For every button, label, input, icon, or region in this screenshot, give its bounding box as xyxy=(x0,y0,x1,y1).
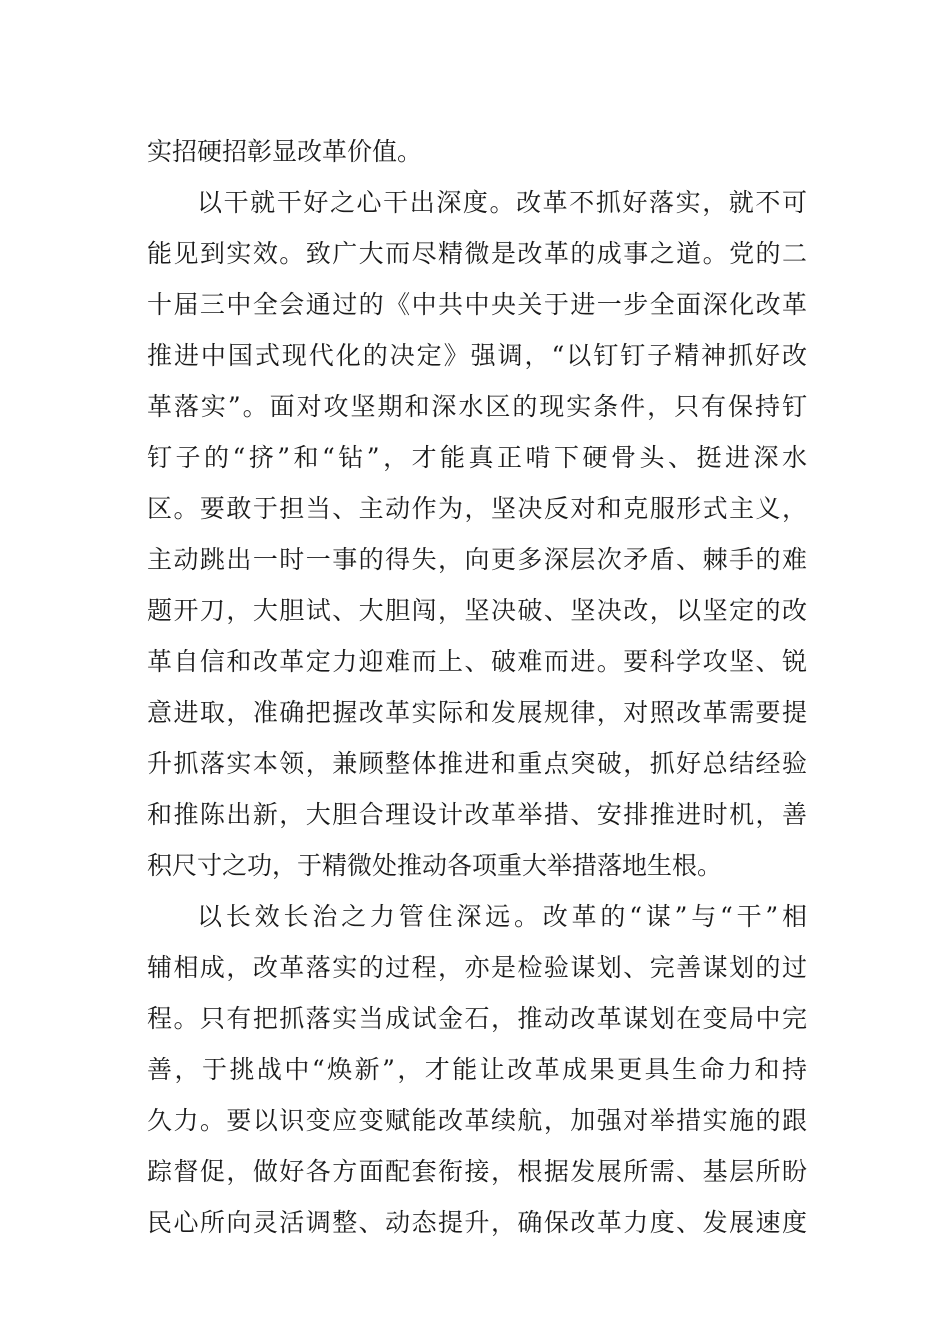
text-line: 十届三中全会通过的《中共中央关于进一步全面深化改革 xyxy=(147,290,807,319)
text-line: 升抓落实本领，兼顾整体推进和重点突破，抓好总结经验 xyxy=(147,749,807,778)
text-line: 久力。要以识变应变赋能改革续航，加强对举措实施的跟 xyxy=(147,1106,807,1135)
text-line: 钉子的“挤”和“钻”，才能真正啃下硬骨头、挺进深水 xyxy=(147,443,807,472)
paragraph-first-line: 以长效长治之力管住深远。改革的“谋”与“干”相 xyxy=(197,902,807,931)
text-line: 推进中国式现代化的决定》强调，“以钉钉子精神抓好改 xyxy=(147,341,807,370)
text-line: 善，于挑战中“焕新”，才能让改革成果更具生命力和持 xyxy=(147,1055,807,1084)
text-line: 程。只有把抓落实当成试金石，推动改革谋划在变局中完 xyxy=(147,1004,807,1033)
text-line: 革自信和改革定力迎难而上、破难而进。要科学攻坚、锐 xyxy=(147,647,807,676)
text-line: 区。要敢于担当、主动作为，坚决反对和克服形式主义， xyxy=(147,494,807,523)
text-line: 实招硬招彰显改革价值。 xyxy=(147,137,423,166)
text-line: 踪督促，做好各方面配套衔接，根据发展所需、基层所盼 xyxy=(147,1157,807,1186)
text-line: 意进取，准确把握改革实际和发展规律，对照改革需要提 xyxy=(147,698,807,727)
text-line: 辅相成，改革落实的过程，亦是检验谋划、完善谋划的过 xyxy=(147,953,807,982)
text-line: 题开刀，大胆试、大胆闯，坚决破、坚决改，以坚定的改 xyxy=(147,596,807,625)
text-line: 和推陈出新，大胆合理设计改革举措、安排推进时机，善 xyxy=(147,800,807,829)
text-line: 能见到实效。致广大而尽精微是改革的成事之道。党的二 xyxy=(147,239,807,268)
text-line: 积尺寸之功，于精微处推动各项重大举措落地生根。 xyxy=(147,851,723,880)
text-line: 革落实”。面对攻坚期和深水区的现实条件，只有保持钉 xyxy=(147,392,807,421)
text-line: 主动跳出一时一事的得失，向更多深层次矛盾、棘手的难 xyxy=(147,545,807,574)
paragraph-first-line: 以干就干好之心干出深度。改革不抓好落实，就不可 xyxy=(197,188,807,217)
text-line: 民心所向灵活调整、动态提升，确保改革力度、发展速度 xyxy=(147,1208,807,1237)
